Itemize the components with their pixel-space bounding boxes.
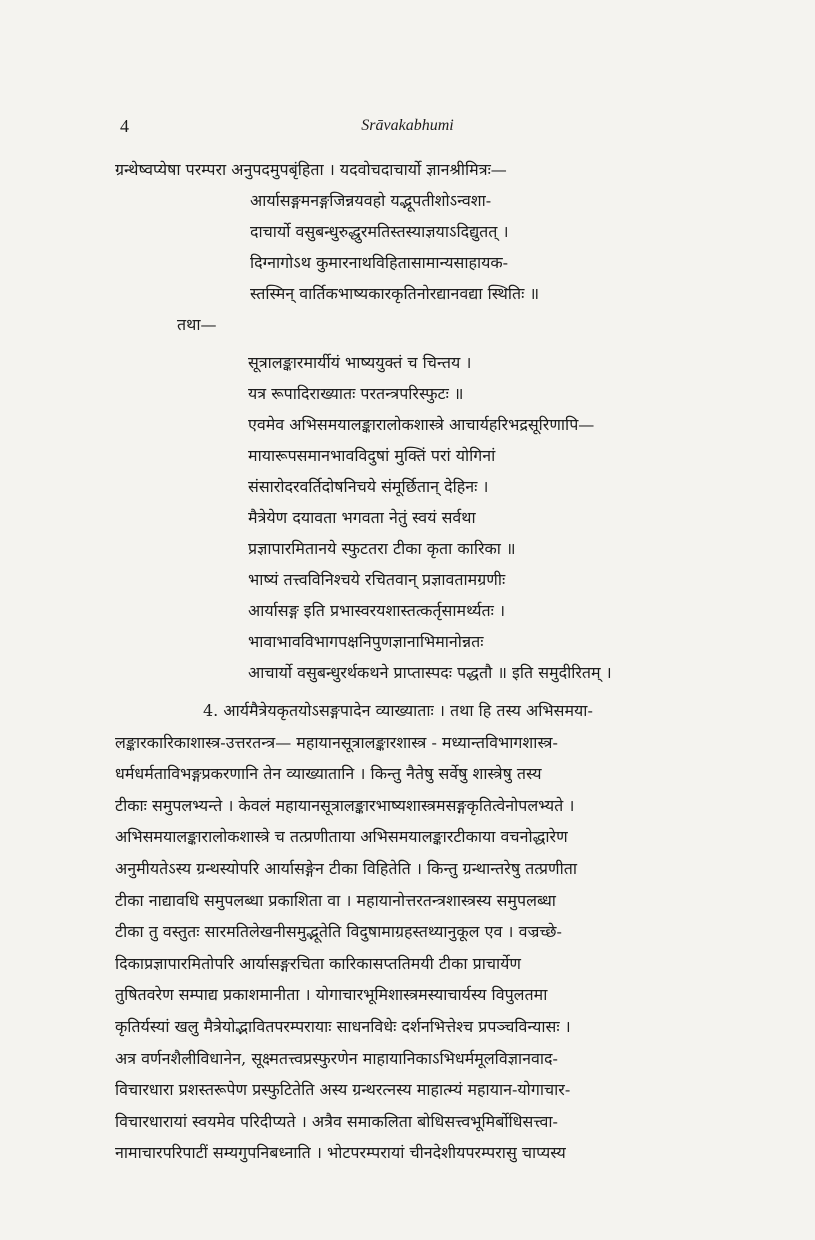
verse-line: सूत्रालङ्कारमार्यीयं भाष्ययुक्तं च चिन्तय । (248, 353, 472, 372)
paragraph-line: अनुमीयतेऽस्य ग्रन्थस्योपरि आर्यासङ्गेन टीका विहितेति । किन्तु ग्रन्थान्तरेषु तत्प्रणीता (115, 858, 578, 878)
opening-line: ग्रन्थेष्वप्येषा परम्परा अनुपदमुपबृंहिता । यदवोचदाचार्यो ज्ञानश्रीमित्रः— (115, 160, 507, 179)
paragraph-line: टीका तु वस्तुतः सारमतिलेखनीसमुद्भूतेति विदुषामाग्रहस्तथ्यानुकूल एव । वज्रच्छे- (115, 922, 562, 942)
paragraph-line: 4. आर्यमैत्रेयकृतयोऽसङ्गपादेन व्याख्याताः । तथा हि तस्य अभिसमया- (203, 701, 593, 720)
paragraph-line: विचारधारायां स्वयमेव परिदीप्यते । अत्रैव समाकलिता बोधिसत्त्वभूमिर्बोधिसत्त्वा- (115, 1111, 558, 1131)
running-title: Srāvakabhumi (361, 117, 454, 134)
verse-line: आचार्यो वसुबन्धुरर्थकथने प्राप्तास्पदः पद्धतौ ॥ इति समुदीरितम् । (248, 663, 612, 682)
paragraph-4 (115, 695, 735, 1169)
verse-line: भावाभावविभागपक्षनिपुणज्ञानाभिमानोन्नतः (248, 632, 484, 651)
verse-line: यत्र रूपादिराख्यातः परतन्त्रपरिस्फुटः ॥ (248, 384, 464, 403)
paragraph-line: दिकाप्रज्ञापारमितोपरि आर्यासङ्गरचिता कारिकासप्ततिमयी टीका प्राचार्येण (115, 953, 521, 973)
verse-block-1 (115, 185, 735, 309)
paragraph-line: कृतिर्यस्यां खलु मैत्रेयोद्भावितपरम्परायाः साधनविधेः दर्शनभित्तेश्च प्रपञ्चविन्यासः । (115, 1016, 571, 1036)
verse-line: मैत्रेयेण दयावता भगवता नेतुं स्वयं सर्वथा (248, 508, 476, 527)
page-body (115, 154, 735, 1169)
paragraph-line: नामाचारपरिपाटीं सम्यगुपनिबध्नाति । भोटपरम्परायां चीनदेशीयपरम्परासु चाप्यस्य (115, 1143, 566, 1163)
paragraph-line: अभिसमयालङ्कारालोकशास्त्रे च तत्प्रणीताया अभिसमयालङ्कारटीकाया वचनोद्धारेण (115, 827, 568, 847)
verse-line: स्तस्मिन् वार्तिकभाष्यकारकृतिनोरद्यानवद्या स्थितिः ॥ (250, 284, 540, 303)
verse-line: प्रज्ञापारमितानये स्फुटतरा टीका कृता कारिका ॥ (248, 539, 516, 558)
verse-line: आर्यासङ्गमनङ्गजिन्नयवहो यद्भूपतीशोऽन्वशा- (250, 191, 492, 210)
verse-line: दिग्नागोऽथ कुमारनाथविहितासामान्यसाहायक- (250, 253, 509, 272)
tatha-label: तथा— (177, 315, 217, 334)
paragraph-line: धर्मधर्मताविभङ्गप्रकरणानि तेन व्याख्यातानि । किन्तु नैतेषु सर्वेषु शास्त्रेषु तस्य (115, 764, 542, 784)
verse-block-2 (115, 347, 735, 688)
verse-line: आर्यासङ्ग इति प्रभास्वरयशास्तत्कर्तृसामर्थ्यतः । (248, 601, 506, 620)
paragraph-line: तुषितवरेण सम्पाद्य प्रकाशमानीता । योगाचारभूमिशास्त्रमस्याचार्यस्य विपुलतमा (115, 985, 548, 1005)
paragraph-line: टीकाः समुपलभ्यन्ते । केवलं महायानसूत्रालङ्कारभाष्यशास्त्रमसङ्गकृतित्वेनोपलभ्यते । (115, 795, 575, 815)
verse-line: मायारूपसमानभावविदुषां मुक्तिं परां योगिनां (248, 446, 496, 465)
verse-line: भाष्यं तत्त्वविनिश्चये रचितवान् प्रज्ञावतामग्रणीः (248, 570, 506, 589)
paragraph-line: विचारधारा प्रशस्तरूपेण प्रस्फुटितेति अस्य ग्रन्थरत्नस्य माहात्म्यं महायान-योगाचार- (115, 1080, 571, 1100)
paragraph-line: अत्र वर्णनशैलीविधानेन, सूक्ष्मतत्त्वप्रस्फुरणेन माहायानिकाऽभिधर्ममूलविज्ञानवाद- (115, 1048, 558, 1068)
verse-line: दाचार्यो वसुबन्धुरुद्धुरमतिस्तस्याज्ञयाऽदिद्युतत् । (250, 222, 509, 241)
paragraph-line: टीका नाद्यावधि समुपलब्धा प्रकाशिता वा । महायानोत्तरतन्त्रशास्त्रस्य समुपलब्धा (115, 890, 556, 910)
verse-line: संसारोदरवर्तिदोषनिचये संमूर्छितान् देहिनः । (248, 477, 489, 496)
page-number: 4 (120, 116, 129, 136)
paragraph-line: लङ्कारकारिकाशास्त्र-उत्तरतन्त्र— महायानसूत्रालङ्कारशास्त्र - मध्यान्तविभागशास्त्र- (115, 732, 558, 752)
verse-line: एवमेव अभिसमयालङ्कारालोकशास्त्रे आचार्यहरिभद्रसूरिणापि— (248, 415, 595, 434)
